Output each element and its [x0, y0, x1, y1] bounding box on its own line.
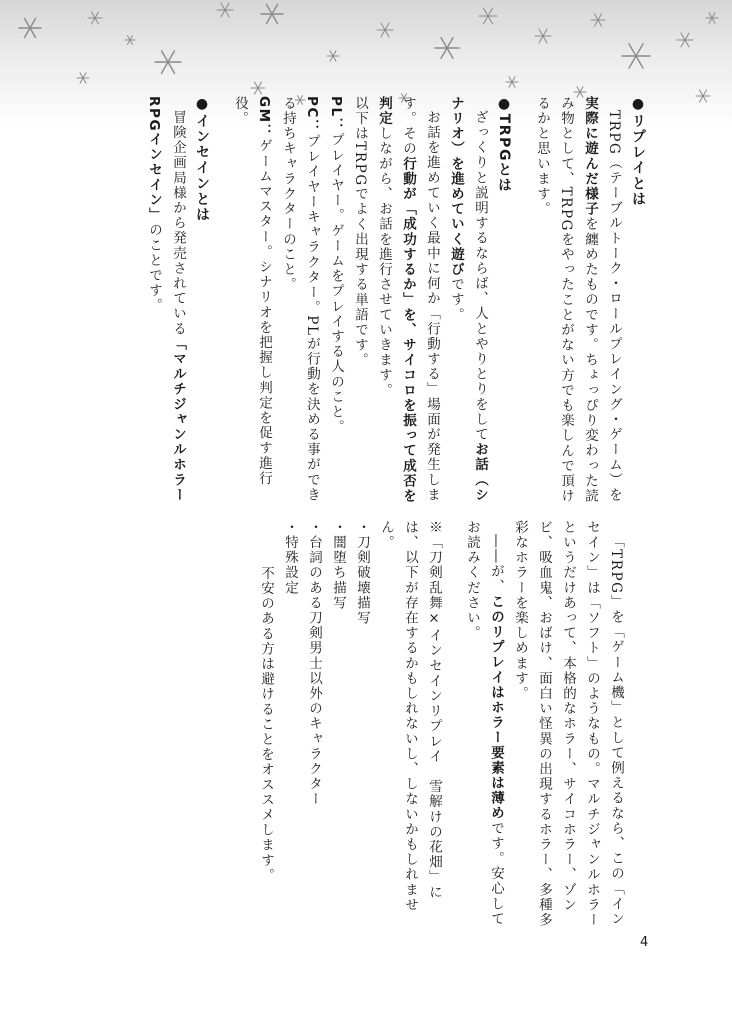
term-pc	[276, 96, 324, 516]
snowflake-icon	[377, 23, 393, 37]
snowflake-icon	[19, 18, 41, 37]
snowflake-icon	[706, 13, 718, 23]
upper-text-column	[128, 96, 650, 516]
warning-list	[278, 520, 374, 930]
term-gm-desc: ゲームマスター。シナリオを把握し判定を促す進行役。	[232, 96, 272, 487]
warning-closing: 不安のある方は避けることをオススメします。	[258, 566, 274, 884]
insane-p3-a: ――が、	[488, 533, 504, 594]
snowflake-icon	[261, 4, 283, 23]
term-pc-label: PC：	[304, 96, 320, 135]
snowflake-icon	[251, 82, 265, 94]
replay-p1-a: TRPG（テーブルトーク・ロールプレイング・ゲーム）を	[606, 109, 622, 503]
replay-heading: ●リプレイとは	[630, 96, 646, 208]
term-gm	[228, 96, 276, 516]
insane-paragraph-1	[142, 96, 190, 516]
term-pl-desc: プレイヤー。ゲームをプレイする人のこと。	[328, 132, 344, 435]
term-pc-desc: プレイヤーキャラクター。PLが行動を決める事ができる持ちキャラクターのこと。	[280, 96, 320, 503]
snowflake-icon	[88, 12, 102, 24]
replay-paragraph	[530, 96, 626, 516]
insane-p1-c: のことです。	[146, 222, 162, 314]
snowflake-icon	[622, 44, 650, 68]
term-pl	[324, 96, 348, 516]
snowflake-icon	[506, 77, 518, 87]
snowflake-icon	[435, 38, 459, 59]
warning-item: ・闇堕ち描写	[330, 520, 346, 611]
insane-p3-c: です。安心してお読みください。	[464, 520, 504, 927]
trpg-p1-emphasis: お話（シナリオ）を進めていく遊び	[448, 96, 488, 503]
insane-p1-a: 冒険企画局様から発売されている	[170, 109, 186, 336]
insane-section-cont	[460, 520, 628, 930]
replay-p1-emphasis: 実際に遊んだ様子	[582, 96, 598, 217]
trpg-paragraph-1	[444, 96, 492, 516]
insane-section-start	[142, 96, 214, 516]
snowflake-icon	[217, 3, 233, 17]
snowflake-icon	[77, 73, 89, 83]
snowflake-icon	[535, 29, 551, 43]
insane-p3-emphasis: このリプレイはホラー要素は薄め	[488, 593, 504, 821]
insane-p1-emphasis: 「マルチジャンルホラーRPGインセイン」	[146, 96, 186, 503]
term-pl-label: PL：	[328, 96, 344, 133]
replay-section	[530, 96, 650, 516]
term-gm-label: GM：	[256, 96, 272, 139]
trpg-p1-c: です。	[448, 277, 464, 323]
trpg-paragraph-3: 以下はTRPGでよく出現する単語です。	[352, 96, 368, 368]
trpg-p2-a: お話を進めていく最中に何か「行動する」場面が発生します。その	[400, 96, 440, 503]
trpg-p2-emphasis: 行動が「成功するか」を、サイコロを振って成否を判定	[376, 96, 416, 504]
snowflake-icon	[696, 90, 710, 102]
warning-item: ・台詞のある刀剣男士以外のキャラクター	[306, 520, 322, 807]
trpg-heading: ●TRPGとは	[496, 96, 512, 194]
insane-paragraph-3	[460, 520, 508, 930]
snowflake-icon	[479, 8, 497, 24]
warning-item: ・特殊設定	[282, 520, 298, 596]
insane-heading: ●インセインとは	[194, 96, 210, 223]
warning-item: ・刀剣破壊描写	[354, 520, 370, 626]
snowflake-icon	[125, 36, 135, 45]
snowflake-icon	[155, 51, 181, 74]
insane-paragraph-2: 「TRPG」を「ゲーム機」として例えるなら、この「インセイン」は「ソフト」のようなもの。マルチジャンルホラーというだけあって、本格的なホラー、サイコホラー、ゾンビ、吸血鬼、おばけ、面白い怪異の出現するホラー、多種多彩なホラーを楽しめます。	[512, 520, 624, 928]
trpg-p1-a: ざっくりと説明するならば、人とやりとりをして	[472, 109, 488, 442]
snowflake-icon	[327, 51, 339, 61]
trpg-section	[228, 96, 516, 516]
trpg-paragraph-2	[372, 96, 444, 516]
snowflake-icon	[677, 33, 693, 47]
page-number: 4	[640, 935, 649, 950]
snowflake-icon	[591, 14, 605, 26]
warning-section	[254, 520, 446, 930]
lower-text-column	[240, 520, 628, 930]
warning-note: ※「刀剣乱舞×インセインリプレイ 雪解けの花畑」には、以下が存在するかもしれないし、しないかもしれません。	[378, 520, 442, 913]
trpg-p2-c: しながら、お話を進行させていきます。	[376, 126, 392, 399]
replay-p1-c: を纏めたものです。ちょっぴり変わった読み物として、TRPGをやったことがない方でも楽しんで頂けるかと思います。	[534, 96, 598, 504]
